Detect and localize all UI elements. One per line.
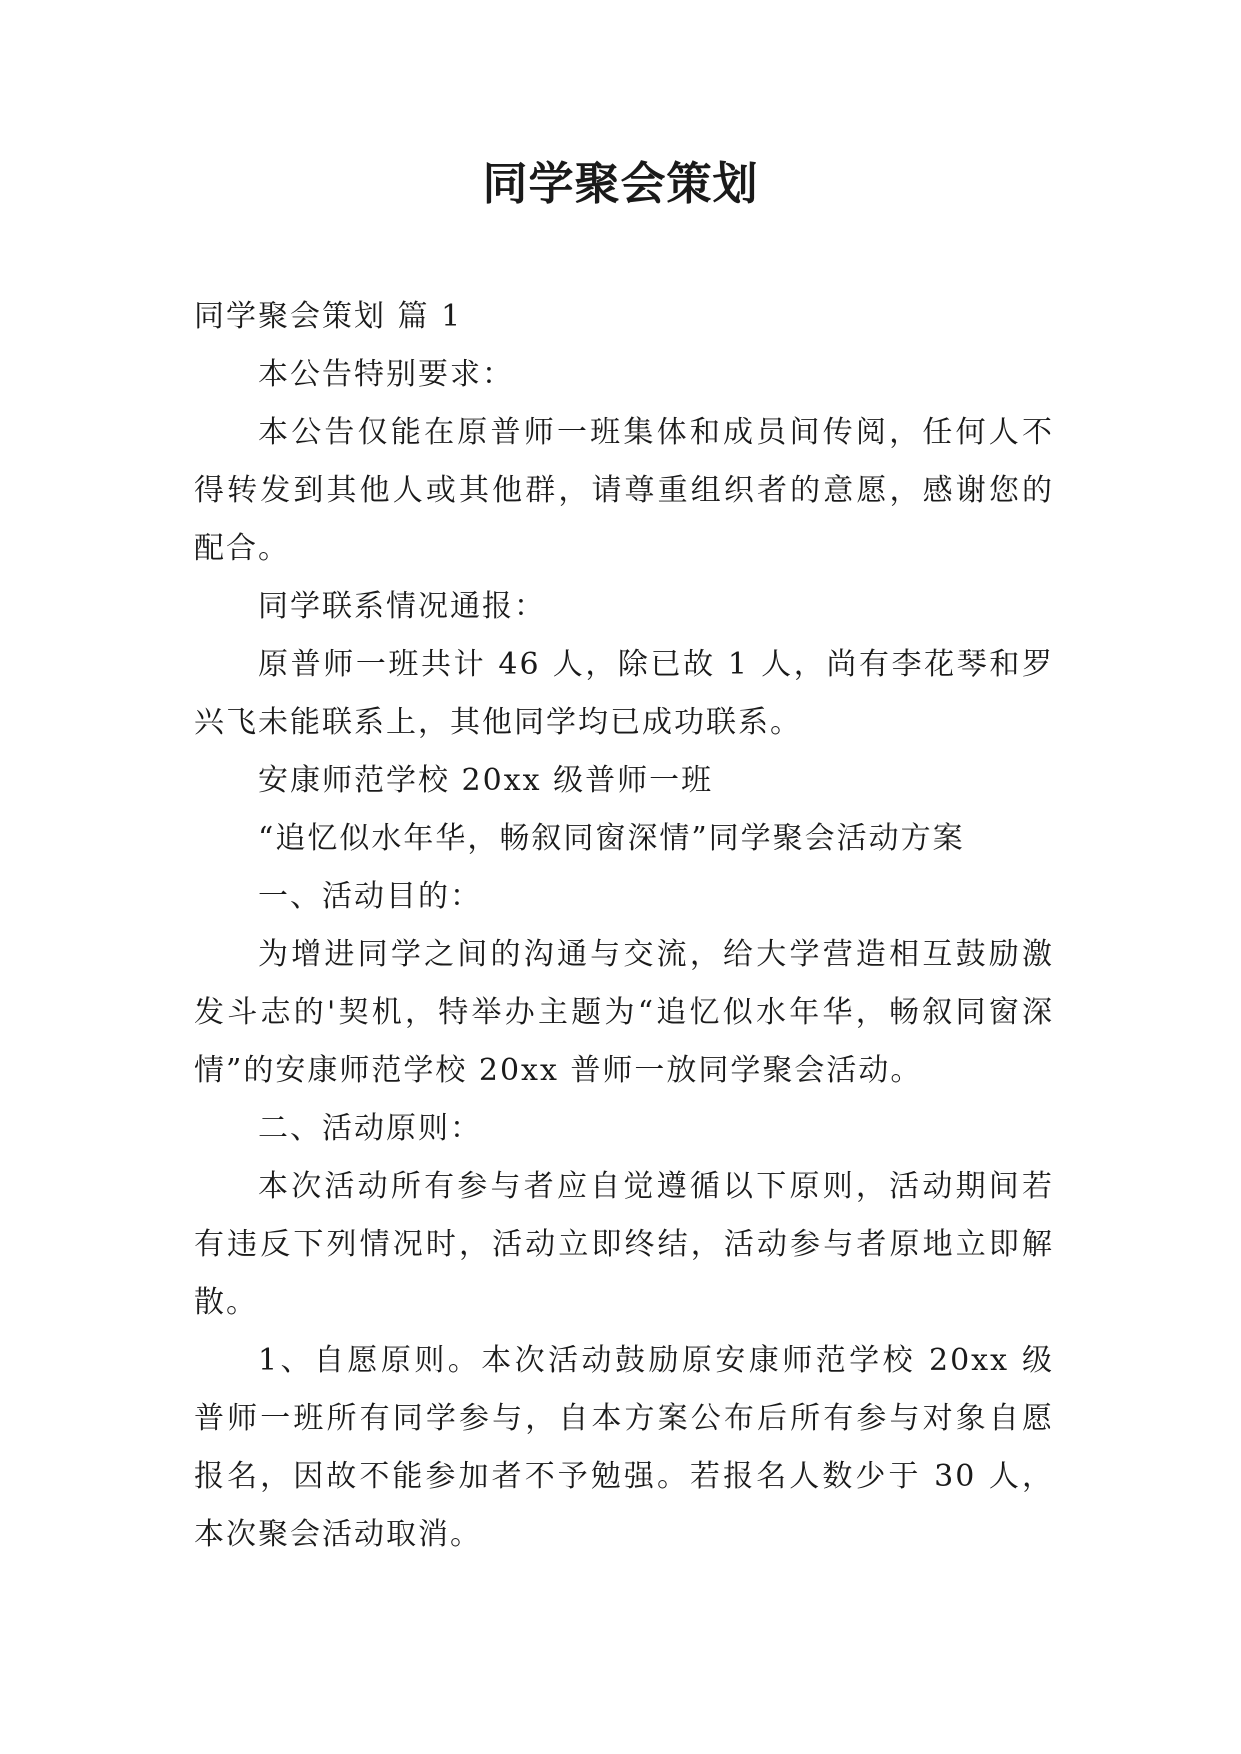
section-heading: 同学聚会策划 篇 1 [194,299,463,334]
paragraph: 原普师一班共计 46 人，除已故 1 人，尚有李花琴和罗兴飞未能联系上，其他同学均已成功联系。 [194,647,1054,740]
document-title: 同学聚会策划 [482,157,759,210]
paragraph: 为增进同学之间的沟通与交流，给大学营造相互鼓励激发斗志的'契机，特举办主题为“追忆似水年华，畅叙同窗深情”的安康师范学校 20xx 普师一放同学聚会活动。 [194,937,1054,1088]
paragraph: 安康师范学校 20xx 级普师一班 [258,763,714,798]
paragraph: 本公告特别要求： [258,357,514,392]
paragraph: 同学联系情况通报： [258,589,546,624]
paragraph: 本公告仅能在原普师一班集体和成员间传阅，任何人不得转发到其他人或其他群，请尊重组织者的意愿，感谢您的配合。 [194,415,1054,566]
paragraph: “追忆似水年华，畅叙同窗深情”同学聚会活动方案 [258,821,965,856]
document-body [194,288,1054,1564]
paragraph: 二、活动原则： [258,1111,482,1146]
paragraph: 1、自愿原则。本次活动鼓励原安康师范学校 20xx 级普师一班所有同学参与，自本方案公布后所有参与对象自愿报名，因故不能参加者不予勉强。若报名人数少于 30 人，本次聚会活动取消。 [194,1343,1054,1552]
paragraph: 本次活动所有参与者应自觉遵循以下原则，活动期间若有违反下列情况时，活动立即终结，活动参与者原地立即解散。 [194,1169,1054,1320]
paragraph: 一、活动目的： [258,879,482,914]
